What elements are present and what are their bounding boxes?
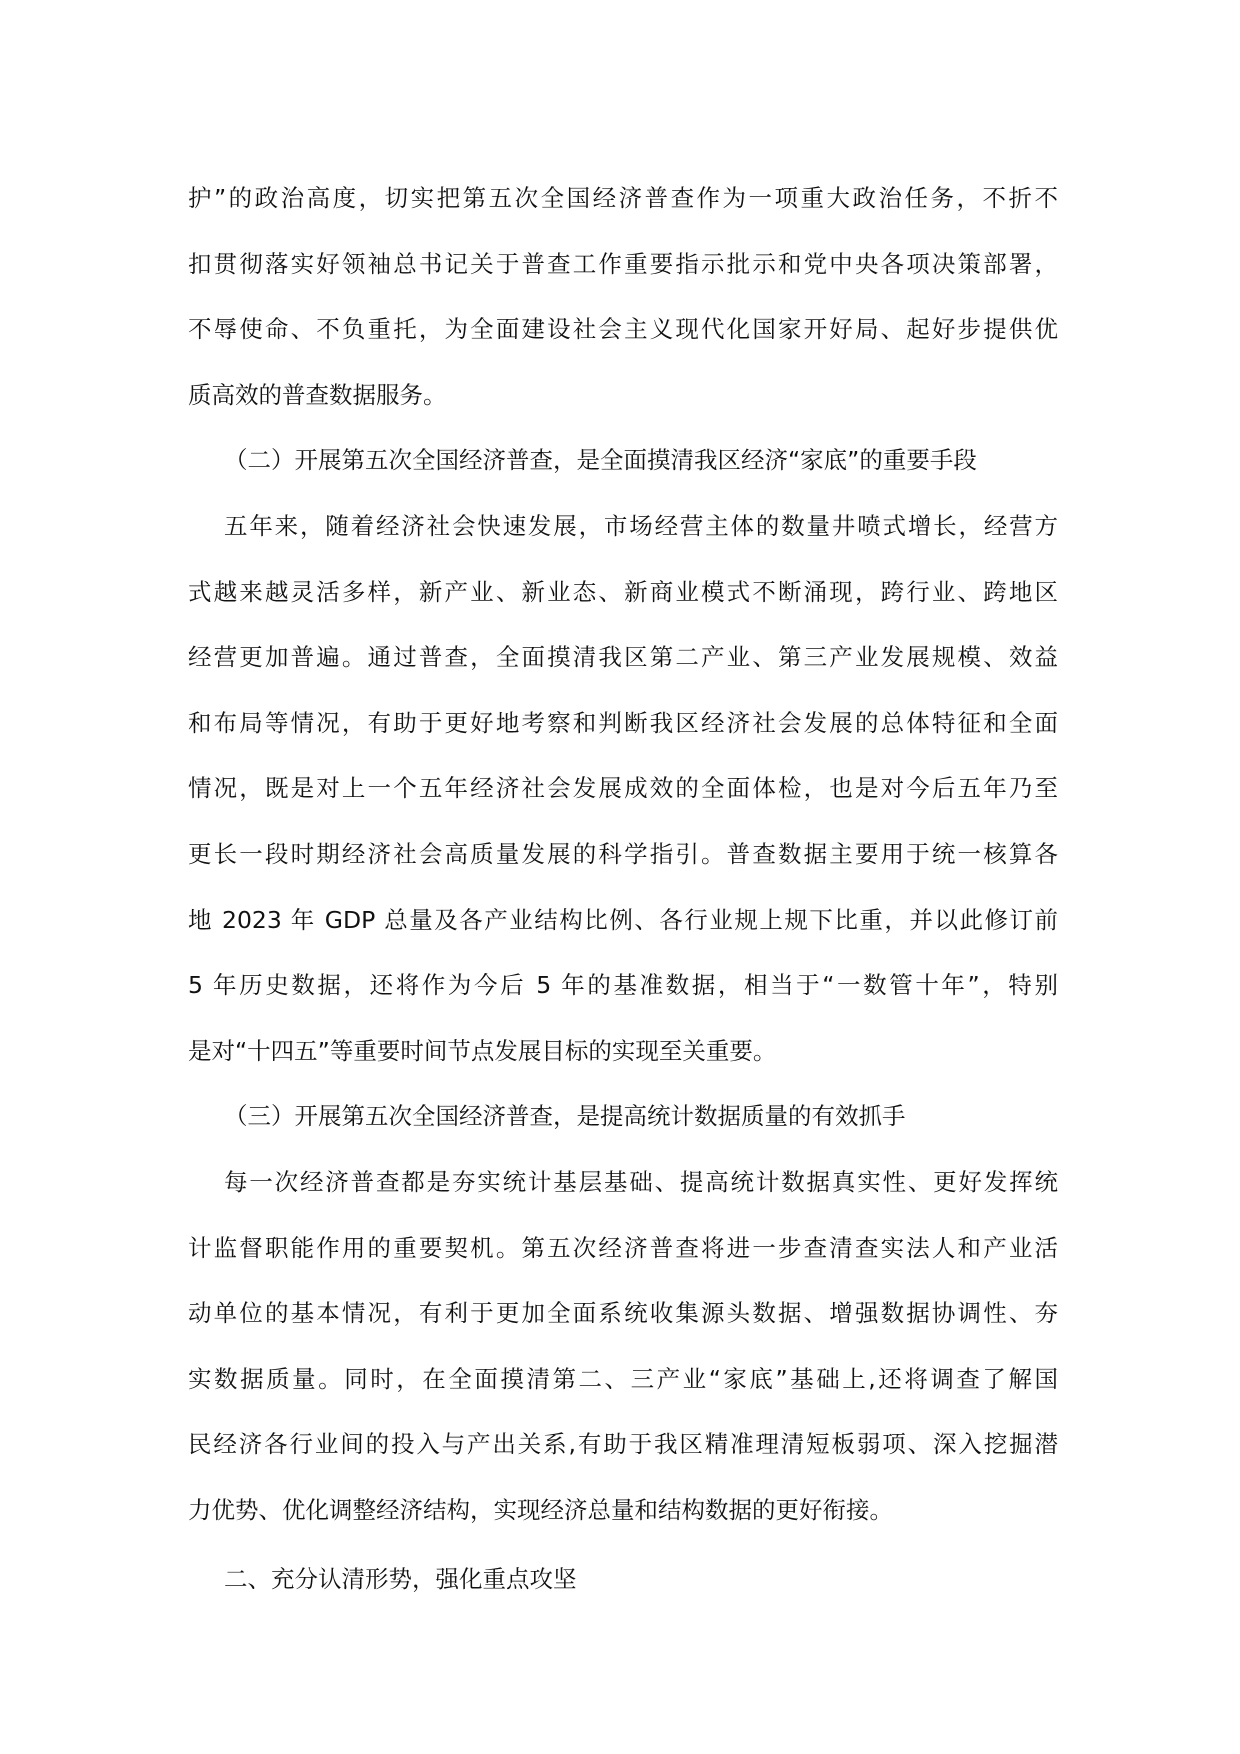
text-line: 护”的政治高度，切实把第五次全国经济普查作为一项重大政治任务，不折不: [188, 184, 1058, 212]
text-line: 5 年历史数据，还将作为今后 5 年的基准数据，相当于“一数管十年”，特别: [188, 971, 1058, 1000]
text-line: 力优势、优化调整经济结构，实现经济总量和结构数据的更好衔接。: [188, 1495, 893, 1524]
text-line: 更长一段时期经济社会高质量发展的科学指引。普查数据主要用于统一核算各: [188, 839, 1058, 868]
text-line: 计监督职能作用的重要契机。第五次经济普查将进一步查清查实法人和产业活: [188, 1233, 1058, 1262]
text-line: 每一次经济普查都是夯实统计基层基础、提高统计数据真实性、更好发挥统: [224, 1167, 1058, 1196]
text-line: 不辱使命、不负重托，为全面建设社会主义现代化国家开好局、起好步提供优: [188, 315, 1058, 344]
document-body: [188, 166, 1058, 1613]
text-line: 情况，既是对上一个五年经济社会发展成效的全面体检，也是对今后五年乃至: [188, 774, 1058, 803]
text-line: 经营更加普遍。通过普查，全面摸清我区第二产业、第三产业发展规模、效益: [188, 643, 1058, 672]
text-line: 是对“十四五”等重要时间节点发展目标的实现至关重要。: [188, 1036, 777, 1065]
text-line: 和布局等情况，有助于更好地考察和判断我区经济社会发展的总体特征和全面: [188, 708, 1058, 737]
text-line: 民经济各行业间的投入与产出关系,有助于我区精准理清短板弱项、深入挖掘潜: [188, 1430, 1058, 1459]
text-line: 动单位的基本情况，有利于更加全面系统收集源头数据、增强数据协调性、夯: [188, 1299, 1058, 1328]
text-line: 扣贯彻落实好领袖总书记关于普查工作重要指示批示和党中央各项决策部署，: [188, 249, 1058, 278]
section-heading: 二、充分认清形势，强化重点攻坚: [224, 1565, 577, 1594]
subheading-three: （三）开展第五次全国经济普查，是提高统计数据质量的有效抓手: [224, 1102, 906, 1131]
text-line: 实数据质量。同时，在全面摸清第二、三产业“家底”基础上,还将调查了解国: [188, 1364, 1058, 1393]
subheading-two: （二）开展第五次全国经济普查，是全面摸清我区经济“家底”的重要手段: [224, 446, 977, 475]
text-line: 式越来越灵活多样，新产业、新业态、新商业模式不断涌现，跨行业、跨地区: [188, 577, 1058, 606]
text-line: 质高效的普查数据服务。: [188, 380, 447, 409]
text-line: 地 2023 年 GDP 总量及各产业结构比例、各行业规上规下比重，并以此修订前: [188, 905, 1058, 934]
text-line: 五年来，随着经济社会快速发展，市场经营主体的数量井喷式增长，经营方: [224, 511, 1058, 540]
